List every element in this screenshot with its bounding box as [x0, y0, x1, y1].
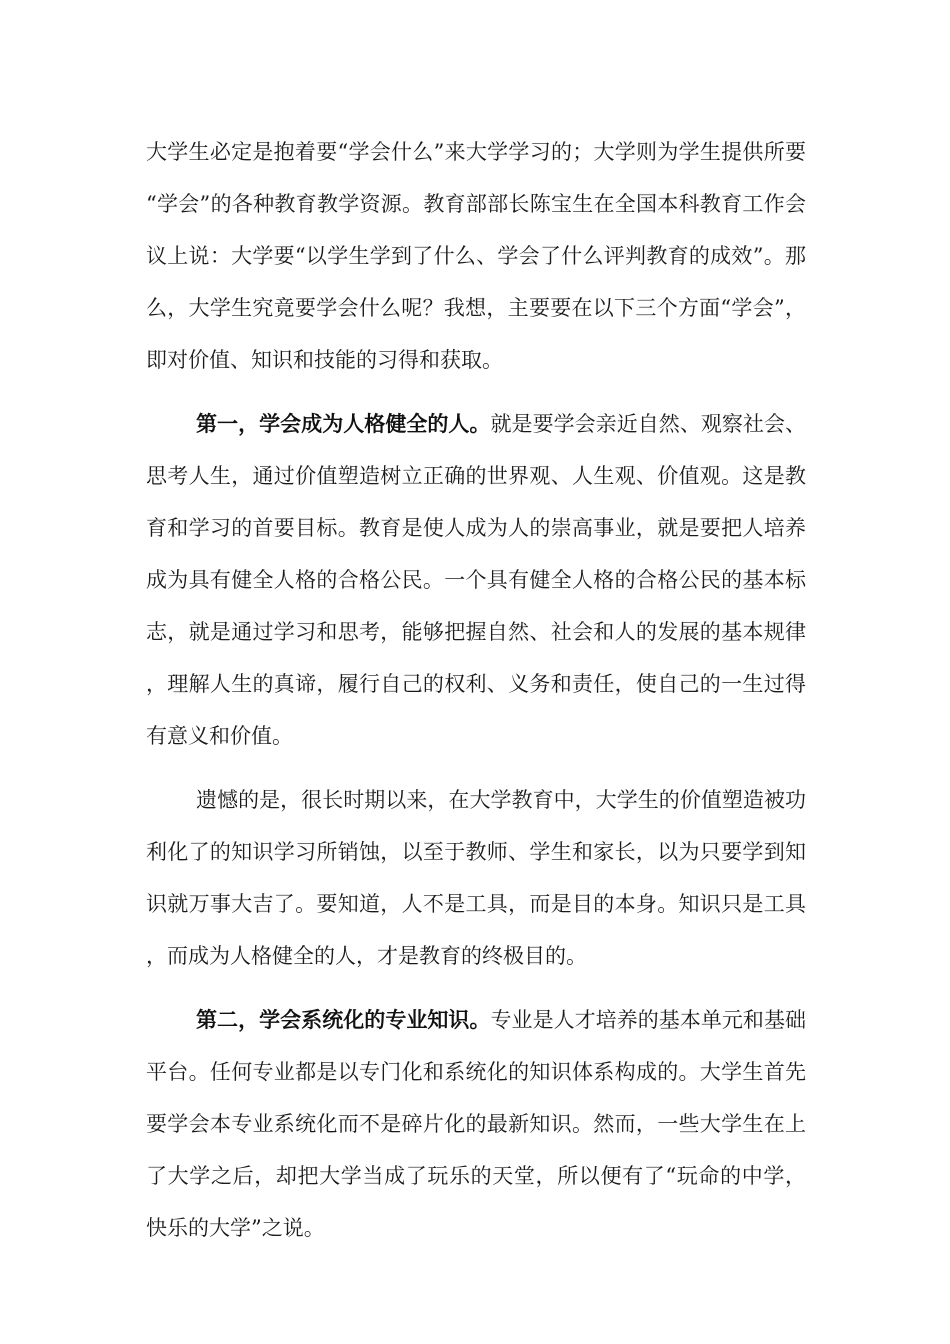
paragraph-text: 就是要学会亲近自然、观察社会、思考人生，通过价值塑造树立正确的世界观、人生观、价值观。这是教育和学习的首要目标。教育是使人成为人的崇高事业，就是要把人培养成为具有健全人格的合格公民。一个具有健全人格的合格公民的基本标志，就是通过学习和思考，能够把握自然、社会和人的发展的基本规律，理解人生的真谛，履行自己的权利、义务和责任，使自己的一生过得有意义和价值。 [146, 412, 806, 748]
paragraph-point-two [146, 994, 806, 1254]
paragraph-intro [146, 126, 806, 386]
paragraph-heading: 第二，学会系统化的专业知识。 [196, 1007, 491, 1032]
paragraph-text: 大学生必定是抱着要“学会什么”来大学学习的；大学则为学生提供所要“学会”的各种教育教学资源。教育部部长陈宝生在全国本科教育工作会议上说：大学要“以学生学到了什么、学会了什么评判教育的成效”。那么，大学生究竟要学会什么呢？我想，主要要在以下三个方面“学会”，即对价值、知识和技能的习得和获取。 [146, 140, 806, 372]
paragraph-text: 遗憾的是，很长时期以来，在大学教育中，大学生的价值塑造被功利化了的知识学习所销蚀，以至于教师、学生和家长，以为只要学到知识就万事大吉了。要知道，人不是工具，而是目的本身。知识只是工具，而成为人格健全的人，才是教育的终极目的。 [146, 788, 806, 968]
document-body [146, 126, 806, 1254]
paragraph-point-one [146, 398, 806, 762]
paragraph-text: 专业是人才培养的基本单元和基础平台。任何专业都是以专门化和系统化的知识体系构成的。大学生首先要学会本专业系统化而不是碎片化的最新知识。然而，一些大学生在上了大学之后，却把大学当成了玩乐的天堂，所以便有了“玩命的中学，快乐的大学”之说。 [146, 1008, 806, 1240]
paragraph-heading: 第一，学会成为人格健全的人。 [196, 411, 491, 436]
paragraph-regret [146, 774, 806, 982]
